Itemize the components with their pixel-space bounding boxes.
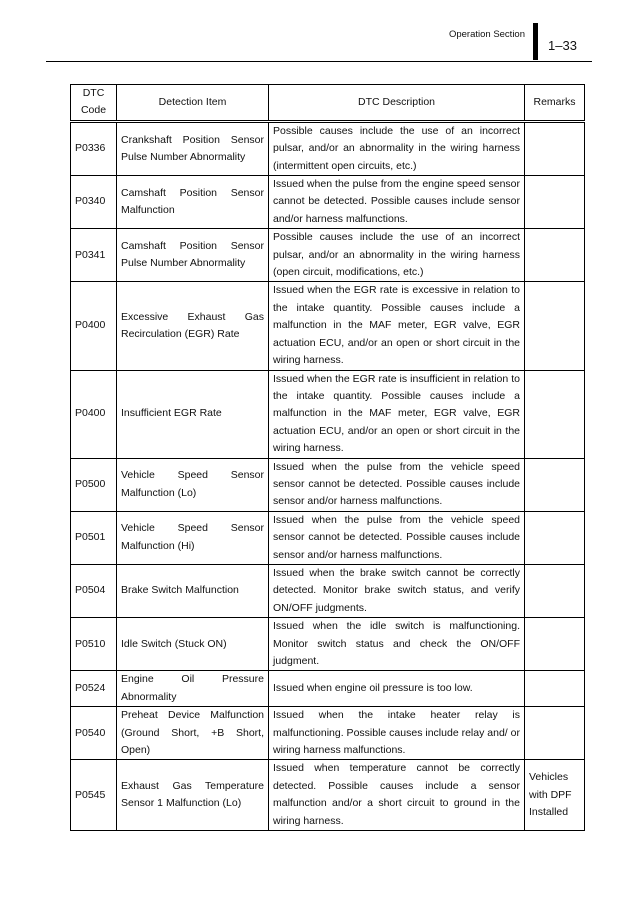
table-row (71, 707, 585, 760)
table-body (71, 121, 585, 830)
dtc-code-cell: P0336 (71, 121, 117, 175)
remarks-cell (525, 229, 585, 282)
header-remarks: Remarks (525, 85, 585, 122)
table-row (71, 229, 585, 282)
dtc-description-cell: Possible causes include the use of an incorrect pulsar, and/or an abnormality in the wiring harness (open circuit, modifications, etc.) (269, 229, 525, 282)
header-code-line2: Code (80, 104, 107, 117)
header-dtc-description: DTC Description (269, 85, 525, 122)
dtc-code-cell: P0510 (71, 618, 117, 671)
dtc-code-cell: P0501 (71, 511, 117, 564)
dtc-code-cell: P0400 (71, 370, 117, 458)
table-row (71, 564, 585, 617)
header-code-line1: DTC (82, 87, 105, 99)
dtc-description-cell: Issued when the intake heater relay is malfunctioning. Possible causes include relay and/ or wiring harness malfunctions. (269, 707, 525, 760)
dtc-description-cell: Issued when engine oil pressure is too low. (269, 671, 525, 707)
detection-item-cell: Idle Switch (Stuck ON) (117, 618, 269, 671)
dtc-table (70, 84, 585, 831)
remarks-cell (525, 707, 585, 760)
dtc-description-cell: Issued when the EGR rate is insufficient in relation to the intake quantity. Possible causes include a malfunction in the MAF meter, EGR valve, EGR actuation ECU, and/or an open or short circuit in the wiring harness. (269, 370, 525, 458)
dtc-code-cell: P0340 (71, 176, 117, 229)
dtc-description-cell: Issued when the EGR rate is excessive in relation to the intake quantity. Possible causes include a malfunction in the MAF meter, EGR valve, EGR actuation ECU, and/or an open or short circuit in the wiring harness. (269, 282, 525, 370)
table-row (71, 618, 585, 671)
header-bar (533, 23, 538, 60)
dtc-code-cell: P0540 (71, 707, 117, 760)
detection-item-cell: Brake Switch Malfunction (117, 564, 269, 617)
table-row (71, 282, 585, 370)
dtc-description-cell: Possible causes include the use of an incorrect pulsar, and/or an abnormality in the wiring harness (intermittent open circuits, etc.) (269, 121, 525, 175)
detection-item-cell: Camshaft Position Sensor Pulse Number Abnormality (117, 229, 269, 282)
remarks-cell (525, 618, 585, 671)
remarks-cell (525, 511, 585, 564)
detection-item-cell: Vehicle Speed Sensor Malfunction (Lo) (117, 458, 269, 511)
remarks-cell (525, 564, 585, 617)
section-label: Operation Section (448, 29, 525, 40)
header-rule (46, 61, 592, 62)
dtc-code-cell: P0504 (71, 564, 117, 617)
table-header-row (71, 85, 585, 122)
detection-item-cell: Exhaust Gas Temperature Sensor 1 Malfunction (Lo) (117, 760, 269, 831)
table-row (71, 370, 585, 458)
detection-item-cell: Insufficient EGR Rate (117, 370, 269, 458)
remarks-cell: Vehicles with DPF Installed (525, 760, 585, 831)
remarks-cell (525, 370, 585, 458)
table-row (71, 458, 585, 511)
remarks-cell (525, 671, 585, 707)
dtc-code-cell: P0400 (71, 282, 117, 370)
page-number: 1–33 (548, 38, 577, 53)
header-detection-item: Detection Item (117, 85, 269, 122)
remarks-cell (525, 176, 585, 229)
dtc-code-cell: P0341 (71, 229, 117, 282)
table-row (71, 176, 585, 229)
detection-item-cell: Excessive Exhaust Gas Recirculation (EGR) Rate (117, 282, 269, 370)
dtc-description-cell: Issued when the pulse from the engine speed sensor cannot be detected. Possible causes include sensor and/or harness malfunctions. (269, 176, 525, 229)
dtc-code-cell: P0500 (71, 458, 117, 511)
detection-item-cell: Engine Oil Pressure Abnormality (117, 671, 269, 707)
remarks-cell (525, 458, 585, 511)
detection-item-cell: Preheat Device Malfunction (Ground Short, +B Short, Open) (117, 707, 269, 760)
detection-item-cell: Crankshaft Position Sensor Pulse Number Abnormality (117, 121, 269, 175)
dtc-description-cell: Issued when the pulse from the vehicle speed sensor cannot be detected. Possible causes include sensor and/or harness malfunctions. (269, 511, 525, 564)
header-dtc-code (71, 85, 117, 122)
dtc-description-cell: Issued when the idle switch is malfunctioning. Monitor switch status and check the ON/OFF judgment. (269, 618, 525, 671)
dtc-description-cell: Issued when the brake switch cannot be correctly detected. Monitor brake switch status, and verify ON/OFF judgments. (269, 564, 525, 617)
table-row (71, 671, 585, 707)
remarks-cell (525, 121, 585, 175)
detection-item-cell: Vehicle Speed Sensor Malfunction (Hi) (117, 511, 269, 564)
dtc-description-cell: Issued when the pulse from the vehicle speed sensor cannot be detected. Possible causes include sensor and/or harness malfunctions. (269, 458, 525, 511)
dtc-description-cell: Issued when temperature cannot be correctly detected. Possible causes include a sensor malfunction and/or a short circuit to ground in the wiring harness. (269, 760, 525, 831)
dtc-code-cell: P0545 (71, 760, 117, 831)
remarks-cell (525, 282, 585, 370)
table-row (71, 511, 585, 564)
detection-item-cell: Camshaft Position Sensor Malfunction (117, 176, 269, 229)
table-row (71, 121, 585, 175)
table-row (71, 760, 585, 831)
dtc-code-cell: P0524 (71, 671, 117, 707)
